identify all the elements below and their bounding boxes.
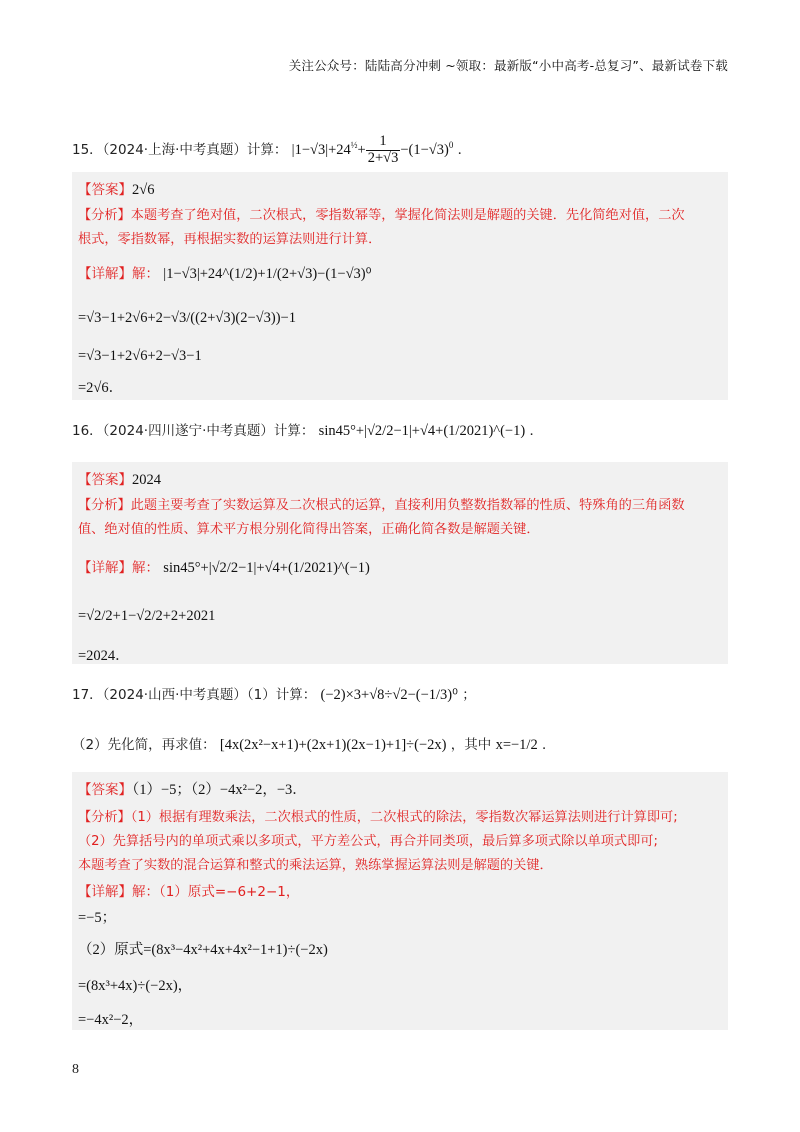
q16-solution-box [72,462,728,664]
q16-step2: =2024． [78,648,130,664]
q15-end: ． [457,141,472,158]
q17-analysis-line2: （2）先算括号内的单项式乘以多项式，平方差公式，再合并同类项，最后算多项式除以单项式即可; [78,834,658,849]
q17-xvalue: x=−1/2 [495,737,538,753]
q15-step3: =2√6． [78,380,124,396]
q16-answer: 2024 [132,472,161,488]
question-15 [72,134,471,167]
q17-detail-lead: 解：（1）原式=−6+2−1， [132,884,300,900]
q17-step3: =(8x³+4x)÷(−2x)， [78,978,193,994]
page-number: 8 [72,1062,79,1077]
q17-step1: =−5； [78,910,117,926]
q17-analysis-line1: （1）根据有理数乘法，二次根式的性质，二次根式的除法，零指数次幂运算法则进行计算即可; [130,810,678,825]
detail-tag: 【详解】 [78,560,132,576]
q17-step2: （2）原式=(8x³−4x²+4x+4x²−1+1)÷(−2x) [78,942,328,958]
q17-expression2: [4x(2x²−x+1)+(2x+1)(2x−1)+1]÷(−2x) [219,737,447,753]
q16-step1: =√2/2+1−√2/2+2+2021 [78,608,216,624]
analysis-tag: 【分析】 [78,498,131,513]
q15-analysis-line1: 本题考查了绝对值，二次根式，零指数幂等，掌握化简法则是解题的关键．先化简绝对值，二次 [130,208,685,223]
q17-where: ，其中 [450,737,492,753]
q17-end2: ． [542,737,556,753]
q15-expression-render: $|1-√3|+24^{\frac{1}{2}}+$ $\frac{1}{2+√3}$ $-(1-√3)^0$ [291,133,454,166]
question-16 [72,424,543,439]
q16-analysis-line1: 此题主要考查了实数运算及二次根式的运算，直接利用负整数指数幂的性质、特殊角的三角函数 [130,498,685,513]
answer-tag: 【答案】 [78,182,132,198]
q15-step2: =√3−1+2√6+2−√3−1 [78,348,202,364]
q15-detail-expression: |1−√3|+24^(1/2)+1/(2+√3)−(1−√3)⁰ [163,266,372,282]
question-17 [72,688,476,703]
q16-prefix: 16．（2024·四川遂宁·中考真题）计算： [72,423,315,439]
q15-analysis-line2: 根式，零指数幂，再根据实数的运算法则进行计算． [78,232,382,247]
analysis-tag: 【分析】 [78,208,131,223]
detail-tag: 【详解】 [78,266,132,282]
detail-tag: 【详解】 [78,884,132,900]
answer-tag: 【答案】 [78,472,132,488]
q17-end1: ； [462,687,476,703]
q15-solution-box [72,172,728,400]
question-17-part2 [72,738,556,753]
page-header: 关注公众号：陆陆高分冲刺 ~领取：最新版“小中高考-总复习”、最新试卷下载 [288,58,728,73]
q16-detail-expression: sin45°+|√2/2−1|+√4+(1/2021)^(−1) [163,560,370,576]
q17-solution-box [72,772,728,1030]
q17-step4: =−4x²−2， [78,1012,144,1028]
q17-prefix: 17．（2024·山西·中考真题）（1）计算： [72,687,317,703]
q16-expression: sin45°+|√2/2−1|+√4+(1/2021)^(−1) [318,423,526,439]
q16-end: ． [529,423,543,439]
q17-answer: （1）−5；（2）−4x²−2，−3． [132,782,307,798]
q16-analysis-line2: 值、绝对值的性质、算术平方根分别化简得出答案，正确化简各数是解题关键． [78,522,540,537]
q15-detail-lead: 解： [132,266,159,282]
q15-answer: 2√6 [132,182,155,198]
q17-expression1: (−2)×3+√8÷√2−(−1/3)⁰ [320,687,458,703]
q15-prefix: 15．（2024·上海·中考真题）计算： [72,141,288,158]
q17-analysis-line3: 本题考查了实数的混合运算和整式的乘法运算，熟练掌握运算法则是解题的关键． [78,858,553,873]
q15-step1: =√3−1+2√6+2−√3/((2+√3)(2−√3))−1 [78,310,296,326]
analysis-tag: 【分析】 [78,810,131,825]
answer-tag: 【答案】 [78,782,132,798]
q17-part2-prefix: （2）先化简，再求值： [72,737,216,753]
q16-detail-lead: 解： [132,560,159,576]
